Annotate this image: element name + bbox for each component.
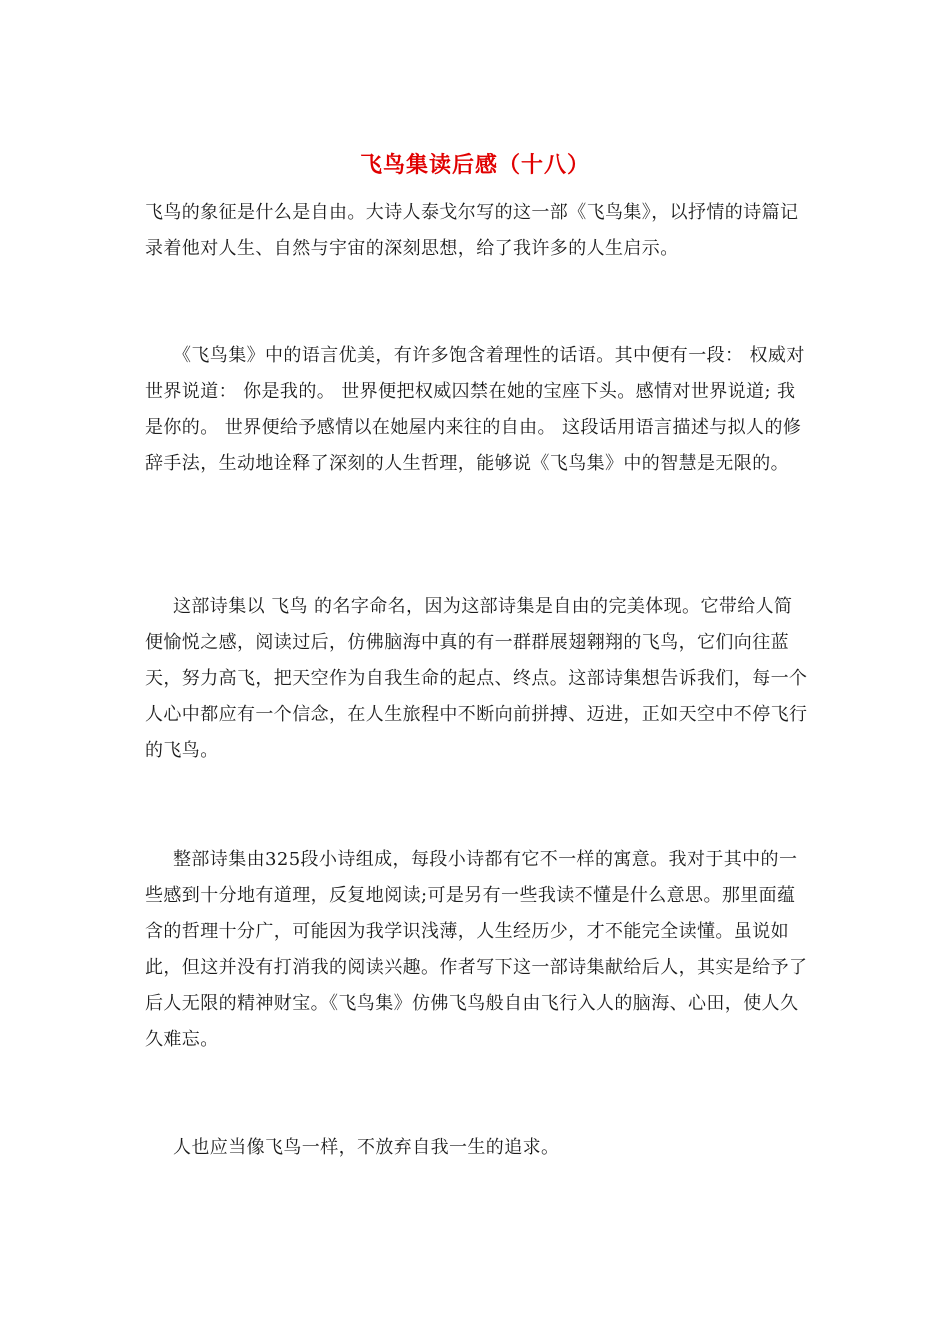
paragraph-5: 人也应当像飞鸟一样，不放弃自我一生的追求。: [173, 1137, 560, 1158]
paragraph-2: 《飞鸟集》中的语言优美，有许多饱含着理性的话语。其中便有一段： 权威对世界说道： 你是我的。 世界便把权威囚禁在她的宝座下头。感情对世界说道; 我是你的。 世界便给予感情以在她屋内来往的自由。 这段话用语言描述与拟人的修辞手法，生动地诠释了深刻的人生哲理，能够说《飞鸟集》中的智慧是无限的。: [145, 345, 805, 474]
paragraph-1: 飞鸟的象征是什么是自由。大诗人泰戈尔写的这一部《飞鸟集》，以抒情的诗篇记录着他对人生、自然与宇宙的深刻思想，给了我许多的人生启示。: [145, 202, 799, 259]
paragraph-4: 整部诗集由325段小诗组成，每段小诗都有它不一样的寓意。我对于其中的一些感到十分地有道理，反复地阅读;可是另有一些我读不懂是什么意思。那里面蕴含的哲理十分广，可能因为我学识浅薄，人生经历少，才不能完全读懂。虽说如此，但这并没有打消我的阅读兴趣。作者写下这一部诗集献给后人，其实是给予了后人无限的精神财宝。《飞鸟集》仿佛飞鸟般自由飞行入人的脑海、心田，使人久久难忘。: [145, 849, 808, 1050]
paragraph-3: 这部诗集以 飞鸟 的名字命名，因为这部诗集是自由的完美体现。它带给人简便愉悦之感，阅读过后，仿佛脑海中真的有一群群展翅翱翔的飞鸟，它们向往蓝天，努力高飞，把天空作为自我生命的起点、终点。这部诗集想告诉我们，每一个人心中都应有一个信念，在人生旅程中不断向前拼搏、迈进，正如天空中不停飞行的飞鸟。: [145, 596, 808, 761]
document-title: 飞鸟集读后感（十八）: [359, 153, 590, 178]
